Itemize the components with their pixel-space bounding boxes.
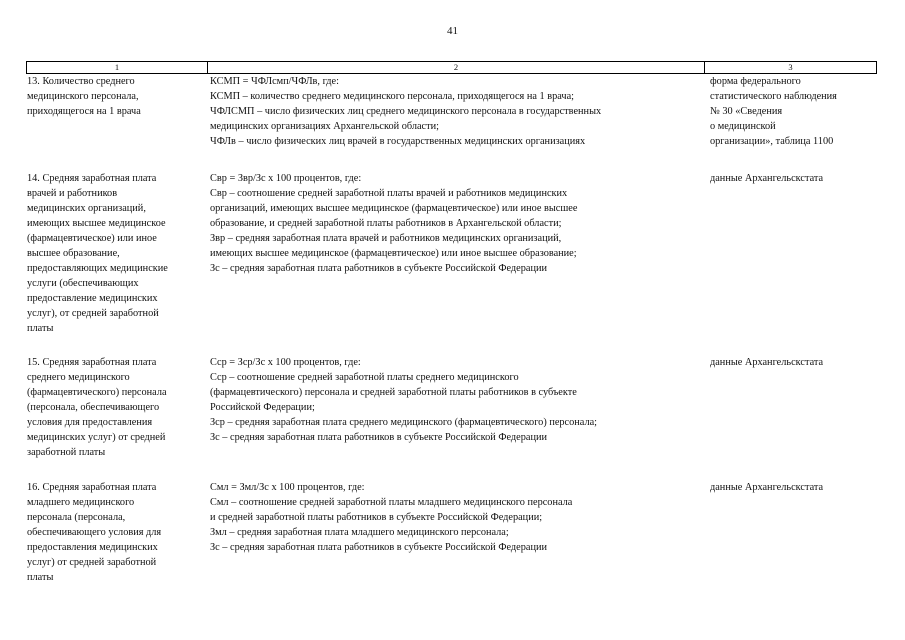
table-row bbox=[26, 171, 877, 336]
indicator-name-cell bbox=[26, 355, 207, 460]
formula-cell bbox=[207, 74, 704, 149]
text-line: данные Архангельскстата bbox=[710, 173, 824, 184]
text-line: имеющих высшее медицинское (фармацевтическое) или иное высшее образование; bbox=[210, 248, 577, 259]
text-line: образование, и средней заработной платы работников в Архангельской области; bbox=[210, 218, 562, 229]
text-line: Российской Федерации; bbox=[210, 402, 315, 413]
text-line: данные Архангельскстата bbox=[710, 357, 824, 368]
text-line: ЧФЛв – число физических лиц врачей в государственных медицинских организациях bbox=[210, 136, 586, 147]
text-line: услуг) от средней заработной bbox=[27, 557, 157, 568]
page-number: 41 bbox=[447, 25, 458, 37]
text-line: ЧФЛСМП – число физических лиц среднего медицинского персонала в государственных bbox=[210, 106, 602, 117]
text-line: Сср = Зср/Зс х 100 процентов, где: bbox=[210, 357, 361, 368]
text-line: Сср – соотношение средней заработной платы среднего медицинского bbox=[210, 372, 519, 383]
text-line: заработной платы bbox=[27, 447, 106, 458]
header-col-1: 1 bbox=[27, 62, 208, 73]
text-line: предоставляющих медицинские bbox=[27, 263, 168, 274]
text-line: и средней заработной платы работников в субъекте Российской Федерации; bbox=[210, 512, 543, 523]
formula-cell bbox=[207, 171, 704, 336]
source-cell bbox=[704, 355, 877, 460]
formula-cell bbox=[207, 480, 704, 585]
text-line: младшего медицинского bbox=[27, 497, 135, 508]
table-row bbox=[26, 480, 877, 585]
text-line: услуги (обеспечивающих bbox=[27, 278, 139, 289]
text-line: (фармацевтическое) или иное bbox=[27, 233, 157, 244]
text-line: приходящегося на 1 врача bbox=[27, 106, 141, 117]
text-line: форма федерального bbox=[710, 76, 801, 87]
source-cell bbox=[704, 480, 877, 585]
text-line: условия для предоставления bbox=[27, 417, 153, 428]
header-col-3: 3 bbox=[788, 62, 793, 72]
text-line: медицинского персонала, bbox=[27, 91, 139, 102]
text-line: (фармацевтического) персонала и средней заработной платы работников в субъекте bbox=[210, 387, 577, 398]
text-line: Свр – соотношение средней заработной платы врачей и работников медицинских bbox=[210, 188, 568, 199]
text-line: статистического наблюдения bbox=[710, 91, 837, 102]
text-line: КСМП = ЧФЛсмп/ЧФЛв, где: bbox=[210, 76, 339, 87]
text-line: персонала (персонала, bbox=[27, 512, 126, 523]
text-line: 14. Средняя заработная плата bbox=[27, 173, 157, 184]
text-line: медицинских организациях Архангельской области; bbox=[210, 121, 439, 132]
text-line: Смл – соотношение средней заработной платы младшего медицинского персонала bbox=[210, 497, 573, 508]
text-line: 13. Количество среднего bbox=[27, 76, 135, 87]
text-line: организаций, имеющих высшее медицинское (фармацевтическое) или иное высшее bbox=[210, 203, 578, 214]
text-line: Смл = Змл/Зс х 100 процентов, где: bbox=[210, 482, 365, 493]
text-line: 16. Средняя заработная плата bbox=[27, 482, 157, 493]
table-row bbox=[26, 355, 877, 460]
source-cell bbox=[704, 74, 877, 149]
text-line: предоставление медицинских bbox=[27, 293, 158, 304]
text-line: Змл – средняя заработная плата младшего медицинского персонала; bbox=[210, 527, 509, 538]
text-line: о медицинской bbox=[710, 121, 776, 132]
text-line: Зс – средняя заработная плата работников в субъекте Российской Федерации bbox=[210, 263, 547, 274]
text-line: медицинских организаций, bbox=[27, 203, 146, 214]
text-line: данные Архангельскстата bbox=[710, 482, 824, 493]
text-line: имеющих высшее медицинское bbox=[27, 218, 166, 229]
text-line: платы bbox=[27, 323, 54, 334]
table-row bbox=[26, 74, 877, 149]
indicator-name-cell bbox=[26, 74, 207, 149]
text-line: предоставления медицинских bbox=[27, 542, 158, 553]
indicator-table bbox=[26, 61, 877, 585]
indicator-name-cell bbox=[26, 480, 207, 585]
text-line: КСМП – количество среднего медицинского персонала, приходящегося на 1 врача; bbox=[210, 91, 575, 102]
text-line: (персонала, обеспечивающего bbox=[27, 402, 160, 413]
text-line: Зср – средняя заработная плата среднего медицинского (фармацевтического) персонала; bbox=[210, 417, 598, 428]
text-line: Свр = Звр/Зс х 100 процентов, где: bbox=[210, 173, 362, 184]
text-line: Звр – средняя заработная плата врачей и работников медицинских организаций, bbox=[210, 233, 562, 244]
formula-cell bbox=[207, 355, 704, 460]
header-col-2: 2 bbox=[208, 62, 705, 73]
text-line: 15. Средняя заработная плата bbox=[27, 357, 157, 368]
text-line: услуг), от средней заработной bbox=[27, 308, 159, 319]
text-line: № 30 «Сведения bbox=[710, 106, 783, 117]
text-line: среднего медицинского bbox=[27, 372, 130, 383]
source-cell bbox=[704, 171, 877, 336]
text-line: платы bbox=[27, 572, 54, 583]
text-line: организации», таблица 1100 bbox=[710, 136, 834, 147]
text-line: высшее образование, bbox=[27, 248, 120, 259]
indicator-name-cell bbox=[26, 171, 207, 336]
text-line: обеспечивающего условия для bbox=[27, 527, 162, 538]
table-header-row bbox=[26, 61, 877, 74]
text-line: Зс – средняя заработная плата работников в субъекте Российской Федерации bbox=[210, 432, 547, 443]
text-line: (фармацевтического) персонала bbox=[27, 387, 167, 398]
text-line: врачей и работников bbox=[27, 188, 118, 199]
text-line: медицинских услуг) от средней bbox=[27, 432, 166, 443]
text-line: Зс – средняя заработная плата работников в субъекте Российской Федерации bbox=[210, 542, 547, 553]
